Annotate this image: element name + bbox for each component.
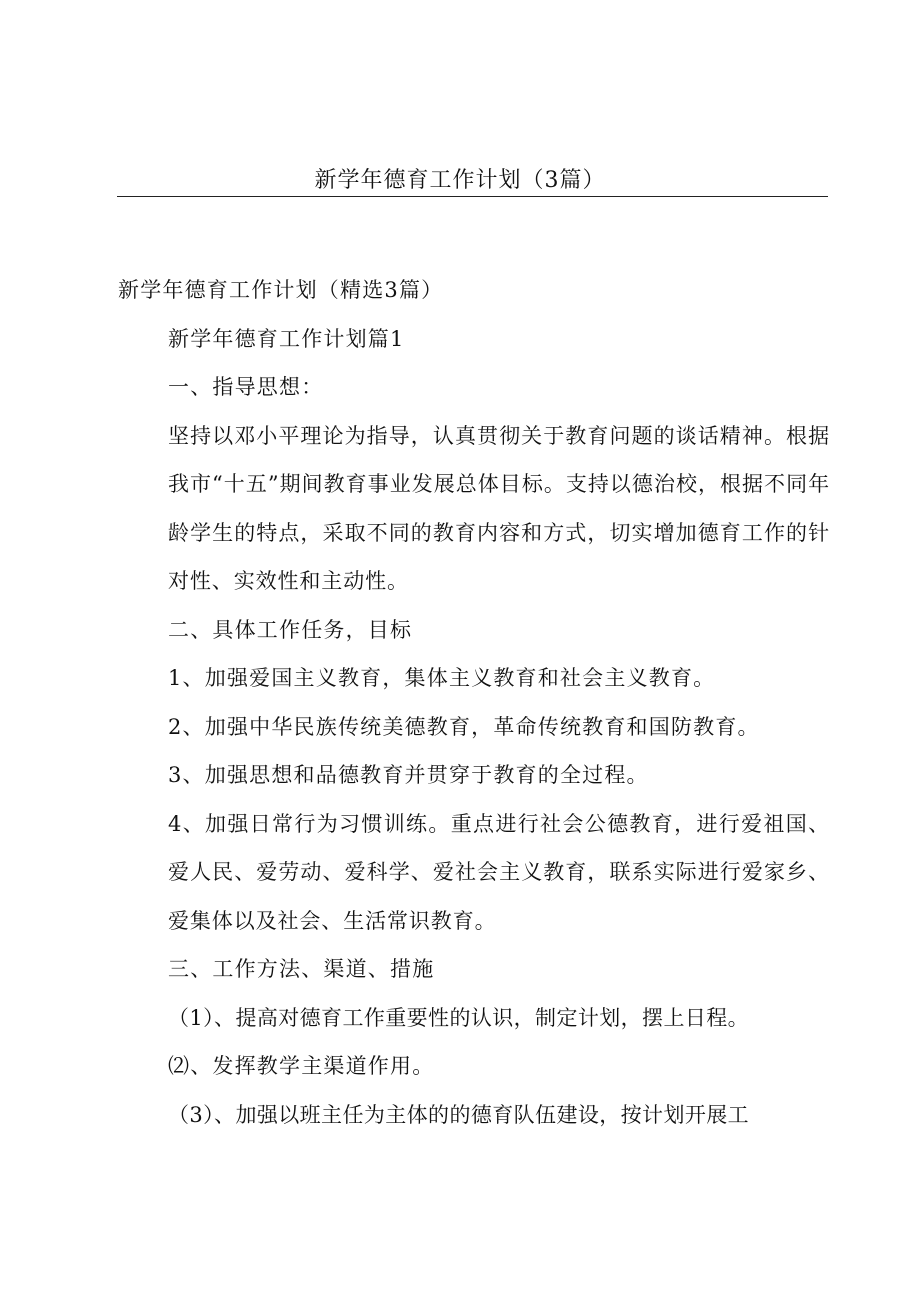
title-underline xyxy=(117,196,828,197)
paragraph-task-2: 2、加强中华民族传统美德教育，革命传统教育和国防教育。 xyxy=(168,714,760,739)
paragraph-method-2: ⑵、发挥教学主渠道作用。 xyxy=(168,1054,435,1078)
document-heading: 新学年德育工作计划（精选3篇） xyxy=(118,278,444,302)
paragraph-task-1: 1、加强爱国主义教育，集体主义教育和社会主义教育。 xyxy=(168,666,716,690)
document-body xyxy=(118,266,830,1139)
document-title: 新学年德育工作计划（3篇） xyxy=(314,168,606,193)
paragraph-methods-heading: 三、工作方法、渠道、措施 xyxy=(168,957,435,981)
paragraph-tasks-heading: 二、具体工作任务，目标 xyxy=(168,617,413,642)
paragraph-method-3: （3）、加强以班主任为主体的的德育队伍建设，按计划开展工 xyxy=(168,1102,750,1127)
paragraph-method-1: （1）、提高对德育工作重要性的认识，制定计划，摆上日程。 xyxy=(168,1005,750,1030)
paragraph-task-3: 3、加强思想和品德教育并贯穿于教育的全过程。 xyxy=(168,763,649,787)
paragraph-task-4: 4、加强日常行为习惯训练。重点进行社会公德教育，进行爱祖国、爱人民、爱劳动、爱科学、爱社会主义教育，联系实际进行爱家乡、爱集体以及社会、生活常识教育。 xyxy=(168,811,830,933)
section-subheading: 新学年德育工作计划篇1 xyxy=(168,326,405,351)
paragraph-guiding-thought-heading: 一、指导思想： xyxy=(168,375,324,399)
paragraph-guiding-thought: 坚持以邓小平理论为指导，认真贯彻关于教育问题的谈话精神。根据我市“十五”期间教育事业发展总体目标。支持以德治校，根据不同年龄学生的特点，采取不同的教育内容和方式，切实增加德育工作的针对性、实效性和主动性。 xyxy=(168,423,830,593)
